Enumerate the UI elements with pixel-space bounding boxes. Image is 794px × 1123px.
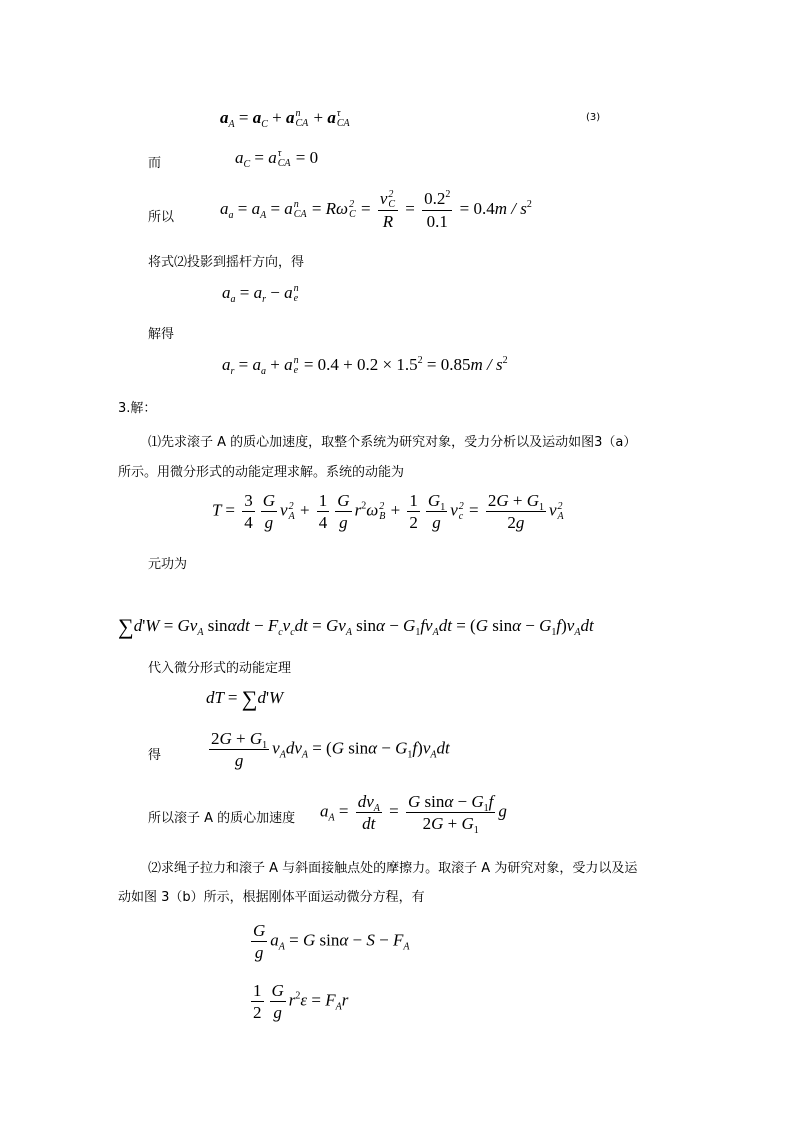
para1-line2: 所示。用微分形式的动能定理求解。系统的动能为: [118, 465, 405, 480]
text-accel: 所以滚子 A 的质心加速度: [148, 811, 296, 826]
equation-ar: $a_r = a_a + a$ n e = $0.4 + 0.2 \times 1.5^2 = 0.85m / s^2$: [222, 355, 508, 377]
equation-aa: $a_a = a_A = a$ n CA = Rω 2 C = v 2 C R = $\frac{0.2^2}{0.1}$ = $0.4m / s^2$: [220, 189, 532, 232]
equation-de: $\frac{2G + G_1}{g}$ $v_Adv_A = (G$ $\sin\alpha - G_1f)v_Adt$: [211, 729, 450, 771]
equation-3: $a_A = a_C + a$ n CA + a τ CA: [220, 108, 350, 130]
section-heading-3: 3.解：: [118, 401, 157, 416]
equation-rotation: $\frac{1}{2}$ $\frac{G}{g}$ $r^2\varepsilon = F_Ar$: [253, 981, 349, 1023]
equation-aA: $a_A$ = $\frac{dv_A}{dt}$ = $\frac{G \sin\alpha - G_1f}{2G + G_1}$ g: [320, 792, 507, 837]
text-dairu: 代入微分形式的动能定理: [148, 661, 292, 676]
label-er: 而: [148, 156, 162, 171]
equation-dT: dT = ∑d'W: [206, 686, 284, 711]
equation-elemental-work: $\sum d'W = Gv_A$ $\sin\alpha dt - F_cv_cdt = Gv_A$ $\sin\alpha - G_1fv_Adt = (G$ $\sin\alpha - G_1f)v_Adt$: [118, 614, 594, 639]
label-de: 得: [148, 748, 162, 763]
equation-projection: $a_a = a_r - a$ n e: [222, 283, 299, 305]
text-project: 将式⑵投影到摇杆方向，得: [148, 255, 305, 270]
equation-ac-zero: $a_C = a$ τ CA = 0: [235, 148, 319, 170]
para1-line1: ⑴先求滚子 A 的质心加速度，取整个系统为研究对象，受力分析以及运动如图3（a）: [148, 435, 637, 450]
para2-line1: ⑵求绳子拉力和滚子 A 与斜面接触点处的摩擦力。取滚子 A 为研究对象，受力以及运: [148, 861, 638, 876]
text-jiede: 解得: [148, 327, 175, 342]
equation-kinetic-energy: T = $\frac{3}{4}$ $\frac{G}{g}$ v 2 A + $\frac{1}{4}$ $\frac{G}{g}$ $r^2\omega$ 2 B + $\frac{1}{2}$ $\frac{G_1}{g}$ v 2 c = $\frac{2G + G_1}{2g}$ v 2 A: [212, 491, 564, 533]
text-yuangong: 元功为: [148, 557, 188, 572]
para2-line2: 动如图 3（b）所示，根据刚体平面运动微分方程，有: [118, 890, 425, 905]
label-suoyi: 所以: [148, 210, 175, 225]
equation-translation: $\frac{G}{g}$ $a_A = G$ $\sin\alpha - S - F_A$: [253, 921, 410, 963]
equation-3-tag: (3): [586, 112, 601, 123]
